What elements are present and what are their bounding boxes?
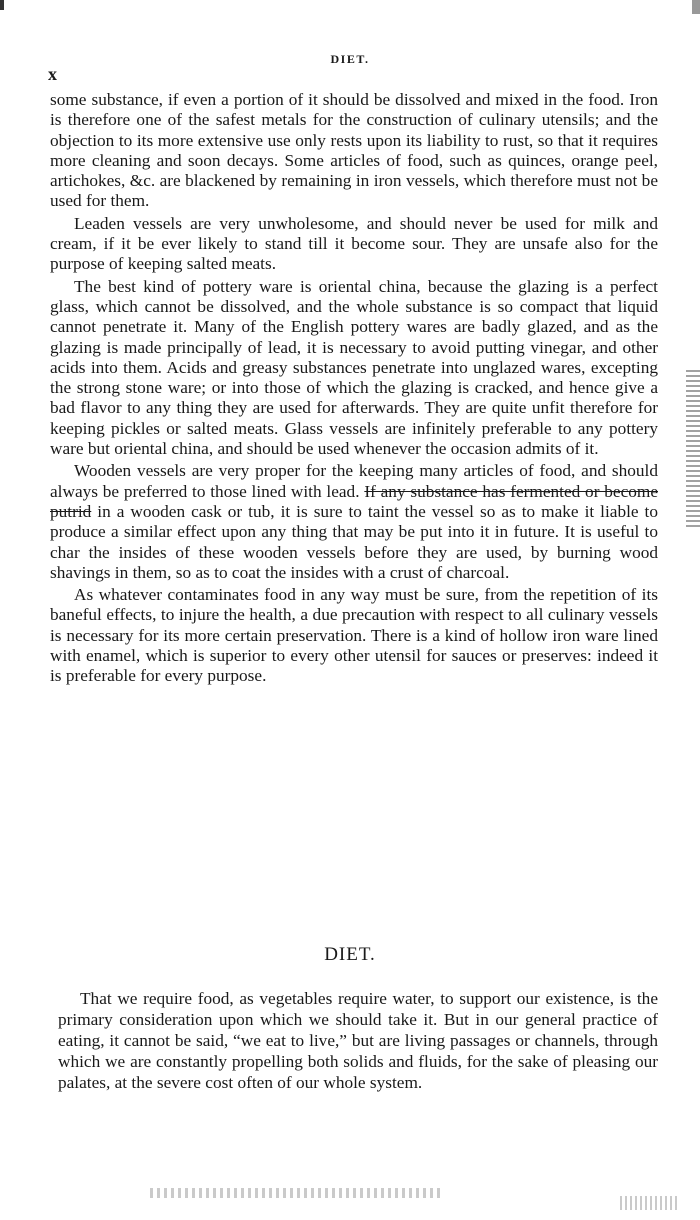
paragraph-text: Wooden vessels are very proper for the keeping many articles of food, and should always be preferred to those lined with lead. <box>50 461 658 501</box>
paragraph: As whatever contaminates food in any way must be sure, from the repetition of its baneful effects, to injure the health, a due precaution with respect to all culinary vessels is necessary for its more certain preservation. There is a kind of hollow iron ware lined with enamel, which is superior to every other utensil for sauces or preserves: indeed it is preferable for every purpose. <box>50 585 658 686</box>
section-title: DIET. <box>324 944 376 965</box>
paragraph: Leaden vessels are very unwholesome, and should never be used for milk and cream, if it be ever likely to stand till it become sour. They are unsafe also for the purpose of keeping salted meats. <box>50 213 658 274</box>
scan-mark <box>0 0 4 10</box>
body-text <box>50 90 658 687</box>
paragraph <box>50 461 658 583</box>
margin-smudge <box>686 370 700 530</box>
paragraph-text: in a wooden cask or tub, it is sure to taint the vessel so as to make it liable to produce a similar effect upon any thing that may be put into it in future. It is useful to char the insides of these wooden vessels before they are used, by burning wood shavings in them, so as to coat the insides with a crust of charcoal. <box>50 501 658 582</box>
paragraph: some substance, if even a portion of it should be dissolved and mixed in the food. Iron is therefore one of the safest metals for the construction of culinary utensils; and the objection to its more extensive use only rests upon its liability to rust, so that it requires more cleaning and soon decays. Some articles of food, such as quinces, orange peel, artichokes, &c. are blackened by remaining in iron vessels, which therefore must not be used for them. <box>50 90 658 211</box>
paragraph: That we require food, as vegetables require water, to support our existence, is the primary consideration upon which we should take it. But in our general practice of eating, it cannot be said, “we eat to live,” but are living passages or channels, through which we are constantly propelling both solids and fluids, for the sake of pleasing our palates, at the severe cost often of our whole system. <box>58 989 658 1092</box>
foot-smudge <box>150 1188 440 1198</box>
section-body <box>58 988 658 1093</box>
running-head: DIET. <box>330 52 370 66</box>
scan-mark <box>692 0 700 14</box>
foot-smudge <box>620 1196 680 1210</box>
page-number: x <box>48 64 57 84</box>
paragraph: The best kind of pottery ware is oriental china, because the glazing is a perfect glass, which cannot be dissolved, and the whole substance is so compact that liquid cannot penetrate it. Many of the English pottery wares are badly glazed, and as the glazing is made principally of lead, it is necessary to avoid putting vinegar, and other acids into them. Acids and greasy substances penetrate into unglazed wares, excepting the strong stone ware; or into those of which the glazing is cracked, and hence give a bad flavor to any thing they are used for afterwards. They are quite unfit therefore for keeping pickles or salted meats. Glass vessels are infinitely preferable to any pottery ware but oriental china, and should be used whenever the occasion admits of it. <box>50 276 658 459</box>
struck-text: If any substance has fermented or become putrid <box>50 481 658 521</box>
